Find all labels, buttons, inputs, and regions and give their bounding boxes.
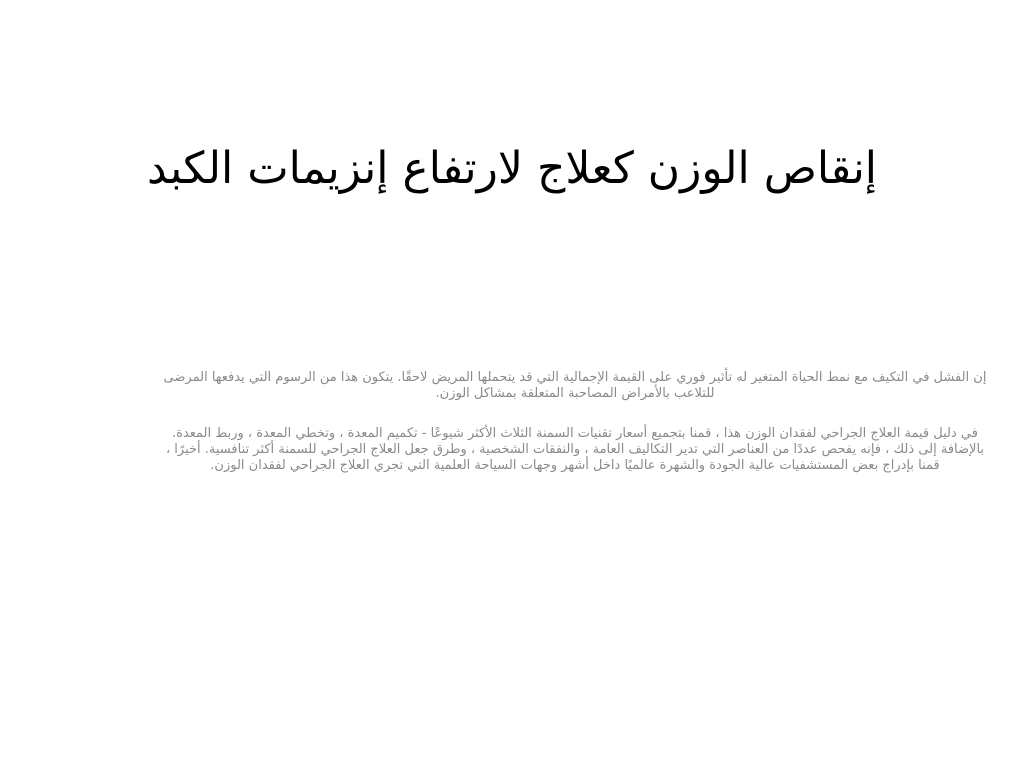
body-paragraph: إن الفشل في التكيف مع نمط الحياة المتغير له تأثير فوري على القيمة الإجمالية التي قد يتحملها المريض لاحقًا. يتكون هذا من الرسوم التي يدفعها المرضى للتلاعب بالأمراض المصاحبة المتعلقة بمشاكل الوزن. [163,370,987,401]
slide-title: إنقاص الوزن كعلاج لارتفاع إنزيمات الكبد [146,143,878,194]
slide-body [160,370,990,498]
body-paragraph: في دليل قيمة العلاج الجراحي لفقدان الوزن هذا ، قمنا بتجميع أسعار تقنيات السمنة الثلاث الأكثر شيوعًا - تكميم المعدة ، وتخطي المعدة ، وربط المعدة. بالإضافة إلى ذلك ، فإنه يفحص عددًا من العناصر التي تدير التكاليف العامة ، والنفقات الشخصية ، وطرق جعل العلاج الجراحي للسمنة أكثر تنافسية. أخيرًا ، قمنا بإدراج بعض المستشفيات عالية الجودة والشهرة عالميًا داخل أشهر وجهات السياحة العلمية التي تجري العلاج الجراحي لفقدان الوزن. [165,426,985,473]
